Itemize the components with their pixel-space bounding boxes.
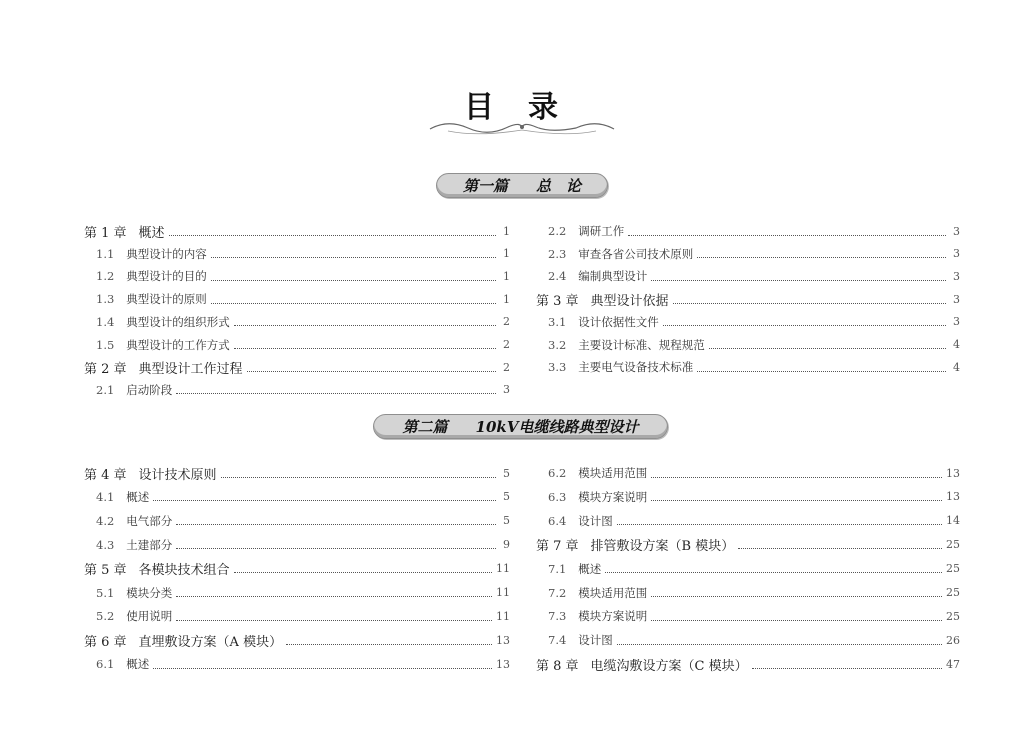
- part1-title: 第一篇: [462, 177, 508, 195]
- toc-label: 模块适用范围: [578, 585, 648, 600]
- toc-section-entry[interactable]: [96, 381, 510, 399]
- dot-leader: [176, 540, 496, 549]
- toc-label: 各模块技术组合: [138, 563, 230, 579]
- toc-label: 模块方案说明: [578, 609, 648, 624]
- toc-number: 第 3 章: [536, 293, 579, 309]
- toc-number: 2.3: [548, 246, 567, 261]
- toc-number: 4.1: [96, 489, 115, 504]
- toc-number: 5.2: [96, 609, 115, 624]
- toc-number: 6.4: [548, 513, 567, 528]
- toc-page-number: 5: [503, 466, 510, 480]
- toc-section-entry[interactable]: [96, 290, 510, 308]
- dot-leader: [752, 660, 942, 669]
- toc-label: 典型设计的内容: [126, 246, 207, 261]
- dot-leader: [286, 636, 492, 645]
- page-title: 目 录: [464, 90, 560, 125]
- toc-chapter-entry[interactable]: [536, 655, 960, 673]
- toc-page-number: 2: [503, 360, 510, 374]
- dot-leader: [247, 363, 496, 372]
- toc-label: 概述: [126, 489, 150, 504]
- part2-banner: [373, 414, 668, 439]
- toc-label: 电气部分: [126, 513, 173, 528]
- toc-label: 主要电气设备技术标准: [578, 360, 694, 375]
- toc-number: 6.2: [548, 466, 567, 480]
- part1-subtitle: 总 论: [536, 177, 582, 195]
- toc-page-number: 3: [953, 292, 960, 306]
- toc-section-entry[interactable]: [548, 512, 960, 530]
- toc-page-number: 47: [946, 657, 960, 671]
- toc-section-entry[interactable]: [96, 512, 510, 530]
- toc-number: 第 6 章: [84, 634, 127, 650]
- toc-page-number: 4: [953, 338, 960, 351]
- part2-subtitle: 10kV电缆线路典型设计: [475, 418, 639, 436]
- toc-page-number: 3: [953, 315, 960, 329]
- toc-section-entry[interactable]: [548, 222, 960, 240]
- toc-section-entry[interactable]: [96, 584, 510, 602]
- toc-label: 模块适用范围: [578, 466, 648, 480]
- toc-section-entry[interactable]: [96, 313, 510, 331]
- toc-number: 1.1: [96, 246, 115, 261]
- dot-leader: [211, 272, 496, 281]
- toc-number: 第 5 章: [84, 563, 127, 579]
- title-ornament: [428, 117, 616, 137]
- toc-number: 7.3: [548, 609, 567, 624]
- dot-leader: [697, 249, 946, 258]
- toc-section-entry[interactable]: [96, 655, 510, 673]
- toc-page-number: 4: [953, 360, 960, 374]
- toc-number: 7.1: [548, 561, 567, 576]
- toc-chapter-entry[interactable]: [84, 358, 510, 376]
- toc-label: 审查各省公司技术原则: [578, 246, 694, 261]
- toc-page-number: 9: [503, 538, 510, 552]
- toc-label: 调研工作: [578, 224, 625, 238]
- toc-page-number: 11: [496, 562, 510, 576]
- toc-page-number: 5: [503, 514, 510, 528]
- toc-page-number: 13: [946, 490, 960, 504]
- toc-chapter-entry[interactable]: [536, 290, 960, 308]
- dot-leader: [628, 227, 946, 236]
- toc-number: 1.3: [96, 292, 115, 307]
- toc-number: 第 7 章: [536, 539, 579, 555]
- toc-label: 主要设计标准、规程规范: [578, 337, 705, 352]
- toc-section-entry[interactable]: [96, 336, 510, 354]
- dot-leader: [617, 516, 942, 525]
- toc-page-number: 25: [946, 562, 960, 576]
- dot-leader: [176, 385, 496, 394]
- dot-leader: [605, 564, 942, 573]
- dot-leader: [651, 588, 942, 597]
- dot-leader: [234, 317, 496, 326]
- dot-leader: [153, 492, 496, 501]
- toc-number: 第 8 章: [536, 658, 579, 674]
- toc-number: 第 4 章: [84, 467, 127, 483]
- toc-section-entry[interactable]: [548, 560, 960, 578]
- toc-label: 典型设计的原则: [126, 292, 207, 307]
- toc-chapter-entry[interactable]: [84, 631, 510, 649]
- dot-leader: [651, 612, 942, 621]
- dot-leader: [153, 660, 492, 669]
- dot-leader: [697, 363, 946, 372]
- dot-leader: [176, 516, 496, 525]
- toc-number: 第 2 章: [84, 361, 127, 377]
- toc-number: 6.1: [96, 657, 115, 672]
- dot-leader: [234, 340, 496, 349]
- part2-title: 第二篇: [402, 418, 448, 436]
- toc-chapter-entry[interactable]: [84, 222, 510, 240]
- toc-chapter-entry[interactable]: [84, 560, 510, 578]
- toc-section-entry[interactable]: [548, 607, 960, 625]
- toc-page-number: 13: [496, 633, 510, 647]
- toc-page-number: 1: [503, 247, 510, 261]
- toc-page-number: 5: [503, 490, 510, 504]
- toc-section-entry[interactable]: [548, 336, 960, 354]
- dot-leader: [169, 227, 496, 236]
- toc-number: 6.3: [548, 489, 567, 504]
- dot-leader: [211, 295, 496, 304]
- toc-label: 典型设计的组织形式: [126, 314, 230, 329]
- toc-section-entry[interactable]: [96, 488, 510, 506]
- toc-chapter-entry[interactable]: [84, 464, 510, 482]
- toc-section-entry[interactable]: [96, 536, 510, 554]
- dot-leader: [738, 540, 942, 549]
- dot-leader: [221, 469, 496, 478]
- toc-number: 3.2: [548, 337, 567, 352]
- toc-label: 直埋敷设方案（A 模块）: [138, 634, 283, 650]
- dot-leader: [651, 469, 942, 478]
- toc-section-entry[interactable]: [548, 358, 960, 376]
- toc-page-number: 13: [946, 466, 960, 480]
- toc-label: 排管敷设方案（B 模块）: [590, 539, 735, 555]
- dot-leader: [651, 492, 942, 501]
- toc-page-number: 25: [946, 586, 960, 599]
- toc-page-number: 3: [953, 247, 960, 261]
- toc-section-entry[interactable]: [548, 313, 960, 331]
- toc-number: 4.3: [96, 537, 115, 552]
- toc-page-number: 3: [953, 269, 960, 283]
- toc-page-number: 2: [503, 315, 510, 329]
- toc-number: 2.1: [96, 382, 115, 397]
- toc-page-number: 14: [946, 514, 960, 528]
- toc-page-number: 13: [496, 657, 510, 671]
- toc-page-number: 26: [946, 633, 960, 647]
- dot-leader: [234, 564, 492, 573]
- toc-label: 典型设计工作过程: [138, 361, 243, 377]
- toc-section-entry[interactable]: [96, 245, 510, 263]
- toc-number: 7.2: [548, 585, 567, 600]
- toc-number: 5.1: [96, 585, 115, 600]
- toc-section-entry[interactable]: [548, 464, 960, 482]
- toc-label: 设计依据性文件: [578, 314, 659, 329]
- toc-label: 概述: [578, 561, 602, 576]
- toc-label: 设计图: [578, 633, 613, 648]
- toc-number: 1.4: [96, 314, 115, 329]
- toc-section-entry[interactable]: [96, 267, 510, 285]
- toc-number: 2.2: [548, 224, 567, 238]
- dot-leader: [709, 340, 946, 349]
- toc-label: 设计技术原则: [138, 467, 217, 483]
- toc-page-number: 25: [946, 538, 960, 552]
- toc-section-entry[interactable]: [548, 245, 960, 263]
- toc-chapter-entry[interactable]: [536, 536, 960, 554]
- toc-number: 第 1 章: [84, 225, 127, 241]
- dot-leader: [211, 249, 496, 258]
- toc-label: 启动阶段: [126, 382, 173, 397]
- toc-label: 电缆沟敷设方案（C 模块）: [590, 658, 748, 674]
- toc-page-number: 3: [503, 383, 510, 397]
- dot-leader: [651, 272, 946, 281]
- toc-page-number: 1: [503, 224, 510, 238]
- toc-section-entry[interactable]: [548, 584, 960, 602]
- toc-page-number: 2: [503, 338, 510, 351]
- toc-label: 编制典型设计: [578, 269, 648, 284]
- dot-leader: [617, 636, 942, 645]
- toc-page-number: 1: [503, 269, 510, 283]
- toc-number: 1.2: [96, 269, 115, 284]
- toc-section-entry[interactable]: [548, 488, 960, 506]
- dot-leader: [176, 612, 492, 621]
- dot-leader: [176, 588, 492, 597]
- dot-leader: [673, 295, 946, 304]
- toc-number: 3.3: [548, 360, 567, 375]
- toc-page-number: 25: [946, 609, 960, 623]
- toc-page-number: 3: [953, 224, 960, 238]
- toc-label: 典型设计的工作方式: [126, 337, 230, 352]
- toc-number: 2.4: [548, 269, 567, 284]
- toc-number: 7.4: [548, 633, 567, 648]
- toc-label: 概述: [138, 225, 165, 241]
- toc-page-number: 11: [496, 609, 510, 623]
- toc-label: 模块方案说明: [578, 489, 648, 504]
- toc-page-number: 1: [503, 292, 510, 306]
- dot-leader: [663, 317, 946, 326]
- toc-page-number: 11: [496, 586, 510, 599]
- toc-label: 设计图: [578, 513, 613, 528]
- toc-number: 4.2: [96, 513, 115, 528]
- toc-label: 模块分类: [126, 585, 173, 600]
- toc-section-entry[interactable]: [96, 607, 510, 625]
- toc-label: 土建部分: [126, 537, 173, 552]
- toc-section-entry[interactable]: [548, 267, 960, 285]
- toc-number: 1.5: [96, 337, 115, 352]
- toc-label: 典型设计的目的: [126, 269, 207, 284]
- toc-label: 使用说明: [126, 609, 173, 624]
- toc-label: 概述: [126, 657, 150, 672]
- toc-number: 3.1: [548, 314, 567, 329]
- toc-label: 典型设计依据: [590, 293, 669, 309]
- part1-banner: [436, 173, 608, 198]
- toc-section-entry[interactable]: [548, 631, 960, 649]
